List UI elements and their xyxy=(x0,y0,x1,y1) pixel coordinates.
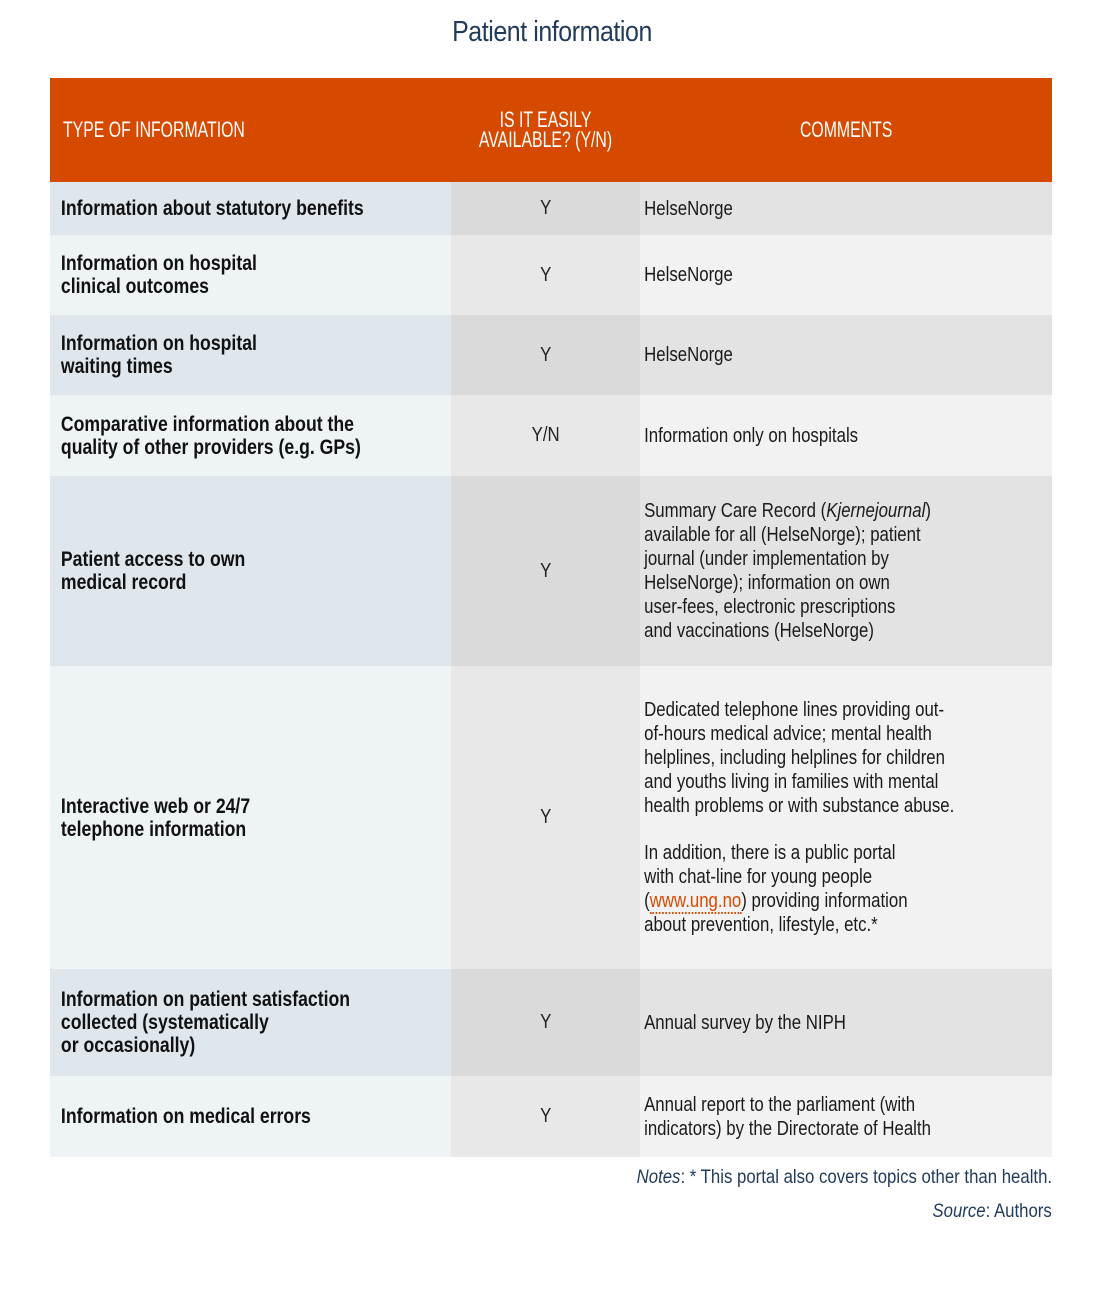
available-cell: Y xyxy=(451,666,640,969)
available-cell: Y xyxy=(451,476,640,666)
header-available-line-2: AVAILABLE? (Y/N) xyxy=(478,127,613,152)
available-cell: Y xyxy=(451,315,640,395)
notes-text: : * This portal also covers topics other than health. xyxy=(680,1166,1052,1188)
ung-no-link[interactable]: www.ung.no xyxy=(649,889,742,912)
comment-cell: HelseNorge xyxy=(640,182,1052,235)
header-type-of-information: TYPE OF INFORMATION xyxy=(50,78,451,182)
table-row xyxy=(50,476,1052,666)
source-label: Source xyxy=(932,1200,986,1222)
available-cell: Y xyxy=(451,969,640,1076)
header-available-line-1: IS IT EASILY xyxy=(499,107,592,132)
type-cell: Information about statutory benefits xyxy=(50,182,451,235)
table-row xyxy=(50,395,1052,476)
available-cell: Y xyxy=(451,235,640,315)
table-source xyxy=(933,1200,1052,1223)
header-comments: COMMENTS xyxy=(640,78,1052,182)
source-text: : Authors xyxy=(985,1200,1052,1222)
comment-cell: Annual report to the parliament (with indicators) by the Directorate of Health xyxy=(640,1076,1052,1157)
table-row xyxy=(50,182,1052,235)
table-row xyxy=(50,1076,1052,1157)
type-cell: Patient access to own medical record xyxy=(50,476,451,666)
comment-cell: HelseNorge xyxy=(640,315,1052,395)
type-cell: Information on patient satisfaction collected (systematically or occasionally) xyxy=(50,969,451,1076)
comment-cell: Annual survey by the NIPH xyxy=(640,969,1052,1076)
italic-term: Kjernejournal xyxy=(826,499,926,522)
comment-cell: Summary Care Record (Kjernejournal) available for all (HelseNorge); patient journal (under implementation by HelseNorge); information on own user-fees, electronic prescriptions and vaccinations (HelseNorge) xyxy=(640,476,1052,666)
comment-cell: HelseNorge xyxy=(640,235,1052,315)
table-header-row xyxy=(50,78,1052,182)
type-cell: Information on hospital clinical outcomes xyxy=(50,235,451,315)
table-row xyxy=(50,315,1052,395)
comment-cell: Dedicated telephone lines providing out- of-hours medical advice; mental health helplines, including helplines for children and youths living in families with mental health problems or with substance abuse. In addition, there is a public portal with chat-line for young people (www.ung.no) providing information about prevention, lifestyle, etc.* xyxy=(640,666,1052,969)
page-title: Patient information xyxy=(452,16,652,48)
table-notes xyxy=(637,1166,1052,1189)
patient-information-table xyxy=(50,78,1052,1157)
type-cell: Information on medical errors xyxy=(50,1076,451,1157)
available-cell: Y xyxy=(451,1076,640,1157)
available-cell: Y/N xyxy=(451,395,640,476)
header-is-it-easily-available xyxy=(451,78,640,182)
table-row xyxy=(50,969,1052,1076)
available-cell: Y xyxy=(451,182,640,235)
table-row xyxy=(50,666,1052,969)
type-cell: Interactive web or 24/7 telephone information xyxy=(50,666,451,969)
type-cell: Comparative information about the quality of other providers (e.g. GPs) xyxy=(50,395,451,476)
type-cell: Information on hospital waiting times xyxy=(50,315,451,395)
notes-label: Notes xyxy=(636,1166,681,1188)
table-row xyxy=(50,235,1052,315)
comment-cell: Information only on hospitals xyxy=(640,395,1052,476)
